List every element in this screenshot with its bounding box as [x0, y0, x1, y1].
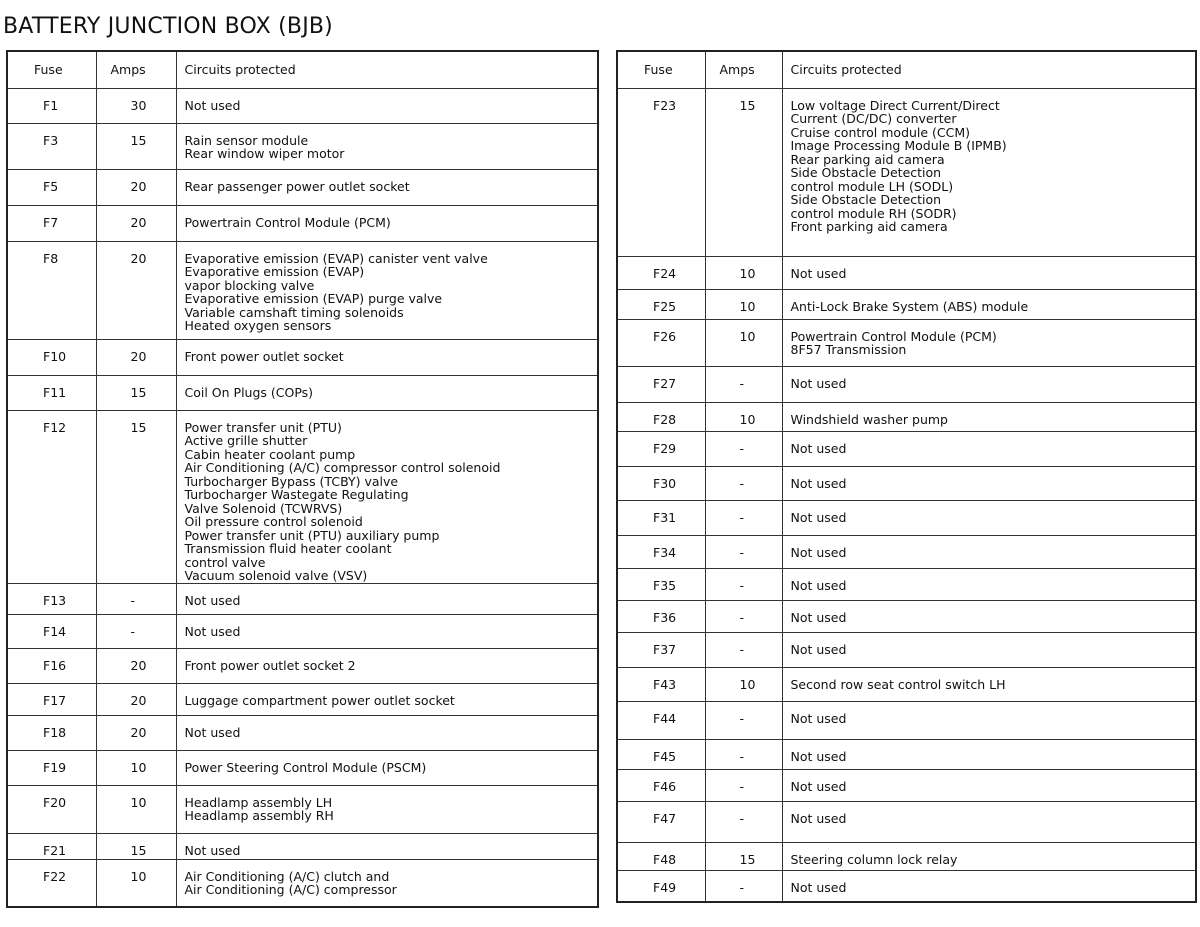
circuits-cell: Not used: [176, 88, 598, 123]
table-row: [7, 583, 598, 614]
amps-cell: -: [96, 614, 176, 648]
fuse-cell: F5: [7, 169, 96, 205]
table-row: [617, 402, 1196, 431]
amps-cell: 20: [96, 339, 176, 375]
table-row: [617, 842, 1196, 870]
amps-cell: -: [705, 568, 782, 600]
fuse-cell: F20: [7, 785, 96, 833]
fuse-cell: F8: [7, 241, 96, 339]
circuits-cell: Air Conditioning (A/C) clutch and Air Conditioning (A/C) compressor: [176, 859, 598, 907]
fuse-cell: F7: [7, 205, 96, 241]
table-row: [7, 123, 598, 169]
fuse-cell: F34: [617, 535, 705, 568]
circuits-cell: Rain sensor module Rear window wiper motor: [176, 123, 598, 169]
table-row: [617, 535, 1196, 568]
table-row: [617, 701, 1196, 739]
amps-cell: -: [705, 739, 782, 769]
table-row: [617, 801, 1196, 842]
amps-cell: 20: [96, 169, 176, 205]
fuse-cell: F27: [617, 366, 705, 402]
circuits-cell: Not used: [782, 466, 1196, 500]
table-row: [617, 632, 1196, 667]
fuse-cell: F3: [7, 123, 96, 169]
fuse-cell: F21: [7, 833, 96, 859]
header-fuse: Fuse: [617, 51, 705, 88]
table-row: [7, 833, 598, 859]
table-row: [617, 667, 1196, 701]
amps-cell: 10: [705, 256, 782, 289]
table-row: [7, 205, 598, 241]
table-row: [7, 859, 598, 907]
amps-cell: -: [705, 701, 782, 739]
table-row: [7, 375, 598, 410]
table-row: [7, 169, 598, 205]
circuits-cell: Not used: [782, 366, 1196, 402]
fuse-cell: F13: [7, 583, 96, 614]
amps-cell: 10: [705, 289, 782, 319]
circuits-cell: Power transfer unit (PTU) Active grille shutter Cabin heater coolant pump Air Conditioning (A/C) compressor control solenoid Turbocharger Bypass (TCBY) valve Turbocharger Wastegate Regulating Valve Solenoid (TCWRVS) Oil pressure control solenoid Power transfer unit (PTU) auxiliary pump Transmission fluid heater coolant control valve Vacuum solenoid valve (VSV): [176, 410, 598, 583]
fuse-cell: F43: [617, 667, 705, 701]
amps-cell: 20: [96, 241, 176, 339]
amps-cell: -: [705, 632, 782, 667]
fuse-cell: F24: [617, 256, 705, 289]
table-row: [7, 614, 598, 648]
amps-cell: 10: [96, 785, 176, 833]
amps-cell: 15: [705, 842, 782, 870]
table-row: [617, 466, 1196, 500]
circuits-cell: Not used: [176, 833, 598, 859]
circuits-cell: Not used: [782, 256, 1196, 289]
page-title: BATTERY JUNCTION BOX (BJB): [3, 14, 333, 39]
fuse-cell: F48: [617, 842, 705, 870]
circuits-cell: Evaporative emission (EVAP) canister vent valve Evaporative emission (EVAP) vapor blocking valve Evaporative emission (EVAP) purge valve Variable camshaft timing solenoids Heated oxygen sensors: [176, 241, 598, 339]
circuits-cell: Not used: [782, 769, 1196, 801]
table-row: [7, 683, 598, 715]
header-circuits: Circuits protected: [782, 51, 1196, 88]
table-row: [7, 88, 598, 123]
circuits-cell: Anti-Lock Brake System (ABS) module: [782, 289, 1196, 319]
circuits-cell: Power Steering Control Module (PSCM): [176, 750, 598, 785]
fuse-cell: F49: [617, 870, 705, 902]
circuits-cell: Powertrain Control Module (PCM) 8F57 Transmission: [782, 319, 1196, 366]
fuse-table-right: [616, 50, 1197, 903]
circuits-cell: Not used: [176, 583, 598, 614]
fuse-cell: F23: [617, 88, 705, 256]
circuits-cell: Not used: [782, 535, 1196, 568]
table-row: [617, 769, 1196, 801]
table-row: [617, 319, 1196, 366]
header-fuse: Fuse: [7, 51, 96, 88]
table-header-row: [617, 51, 1196, 88]
fuse-cell: F10: [7, 339, 96, 375]
table-row: [7, 785, 598, 833]
circuits-cell: Headlamp assembly LH Headlamp assembly RH: [176, 785, 598, 833]
fuse-cell: F28: [617, 402, 705, 431]
amps-cell: -: [705, 801, 782, 842]
fuse-cell: F16: [7, 648, 96, 683]
amps-cell: 10: [705, 319, 782, 366]
fuse-cell: F12: [7, 410, 96, 583]
table-row: [617, 289, 1196, 319]
fuse-cell: F22: [7, 859, 96, 907]
header-circuits: Circuits protected: [176, 51, 598, 88]
header-amps: Amps: [705, 51, 782, 88]
circuits-cell: Not used: [782, 870, 1196, 902]
fuse-cell: F11: [7, 375, 96, 410]
fuse-cell: F17: [7, 683, 96, 715]
table-row: [617, 600, 1196, 632]
fuse-cell: F44: [617, 701, 705, 739]
table-row: [7, 241, 598, 339]
fuse-cell: F37: [617, 632, 705, 667]
table-row: [617, 870, 1196, 902]
table-row: [7, 339, 598, 375]
amps-cell: 10: [96, 859, 176, 907]
circuits-cell: Not used: [782, 801, 1196, 842]
amps-cell: 20: [96, 683, 176, 715]
table-row: [7, 410, 598, 583]
fuse-cell: F47: [617, 801, 705, 842]
circuits-cell: Low voltage Direct Current/Direct Current (DC/DC) converter Cruise control module (CCM) Image Processing Module B (IPMB) Rear parking aid camera Side Obstacle Detection control module LH (SODL) Side Obstacle Detection control module RH (SODR) Front parking aid camera: [782, 88, 1196, 256]
amps-cell: -: [705, 366, 782, 402]
fuse-cell: F45: [617, 739, 705, 769]
amps-cell: -: [705, 600, 782, 632]
amps-cell: 15: [96, 375, 176, 410]
table-header-row: [7, 51, 598, 88]
amps-cell: 10: [705, 402, 782, 431]
amps-cell: 15: [96, 410, 176, 583]
fuse-table-left: [6, 50, 599, 908]
fuse-cell: F29: [617, 431, 705, 466]
amps-cell: 20: [96, 715, 176, 750]
amps-cell: 30: [96, 88, 176, 123]
amps-cell: -: [705, 466, 782, 500]
table-row: [617, 739, 1196, 769]
table-row: [617, 256, 1196, 289]
circuits-cell: Front power outlet socket: [176, 339, 598, 375]
circuits-cell: Not used: [782, 500, 1196, 535]
header-amps: Amps: [96, 51, 176, 88]
circuits-cell: Luggage compartment power outlet socket: [176, 683, 598, 715]
fuse-cell: F19: [7, 750, 96, 785]
amps-cell: -: [705, 535, 782, 568]
table-row: [617, 568, 1196, 600]
fuse-cell: F18: [7, 715, 96, 750]
amps-cell: 10: [705, 667, 782, 701]
circuits-cell: Coil On Plugs (COPs): [176, 375, 598, 410]
circuits-cell: Steering column lock relay: [782, 842, 1196, 870]
amps-cell: 20: [96, 205, 176, 241]
table-row: [617, 366, 1196, 402]
amps-cell: 15: [705, 88, 782, 256]
circuits-cell: Rear passenger power outlet socket: [176, 169, 598, 205]
fuse-cell: F1: [7, 88, 96, 123]
circuits-cell: Not used: [782, 568, 1196, 600]
circuits-cell: Not used: [782, 431, 1196, 466]
circuits-cell: Powertrain Control Module (PCM): [176, 205, 598, 241]
table-row: [617, 88, 1196, 256]
table-row: [617, 500, 1196, 535]
table-row: [7, 648, 598, 683]
circuits-cell: Not used: [176, 614, 598, 648]
table-row: [617, 431, 1196, 466]
amps-cell: -: [705, 769, 782, 801]
circuits-cell: Not used: [782, 739, 1196, 769]
fuse-cell: F36: [617, 600, 705, 632]
fuse-cell: F31: [617, 500, 705, 535]
circuits-cell: Not used: [782, 701, 1196, 739]
amps-cell: 15: [96, 833, 176, 859]
circuits-cell: Not used: [176, 715, 598, 750]
fuse-cell: F30: [617, 466, 705, 500]
amps-cell: -: [705, 431, 782, 466]
amps-cell: 10: [96, 750, 176, 785]
circuits-cell: Second row seat control switch LH: [782, 667, 1196, 701]
amps-cell: -: [705, 870, 782, 902]
table-row: [7, 715, 598, 750]
fuse-cell: F14: [7, 614, 96, 648]
fuse-cell: F26: [617, 319, 705, 366]
circuits-cell: Front power outlet socket 2: [176, 648, 598, 683]
amps-cell: -: [96, 583, 176, 614]
fuse-cell: F35: [617, 568, 705, 600]
amps-cell: 15: [96, 123, 176, 169]
amps-cell: 20: [96, 648, 176, 683]
circuits-cell: Windshield washer pump: [782, 402, 1196, 431]
amps-cell: -: [705, 500, 782, 535]
table-row: [7, 750, 598, 785]
fuse-cell: F46: [617, 769, 705, 801]
circuits-cell: Not used: [782, 632, 1196, 667]
circuits-cell: Not used: [782, 600, 1196, 632]
fuse-cell: F25: [617, 289, 705, 319]
